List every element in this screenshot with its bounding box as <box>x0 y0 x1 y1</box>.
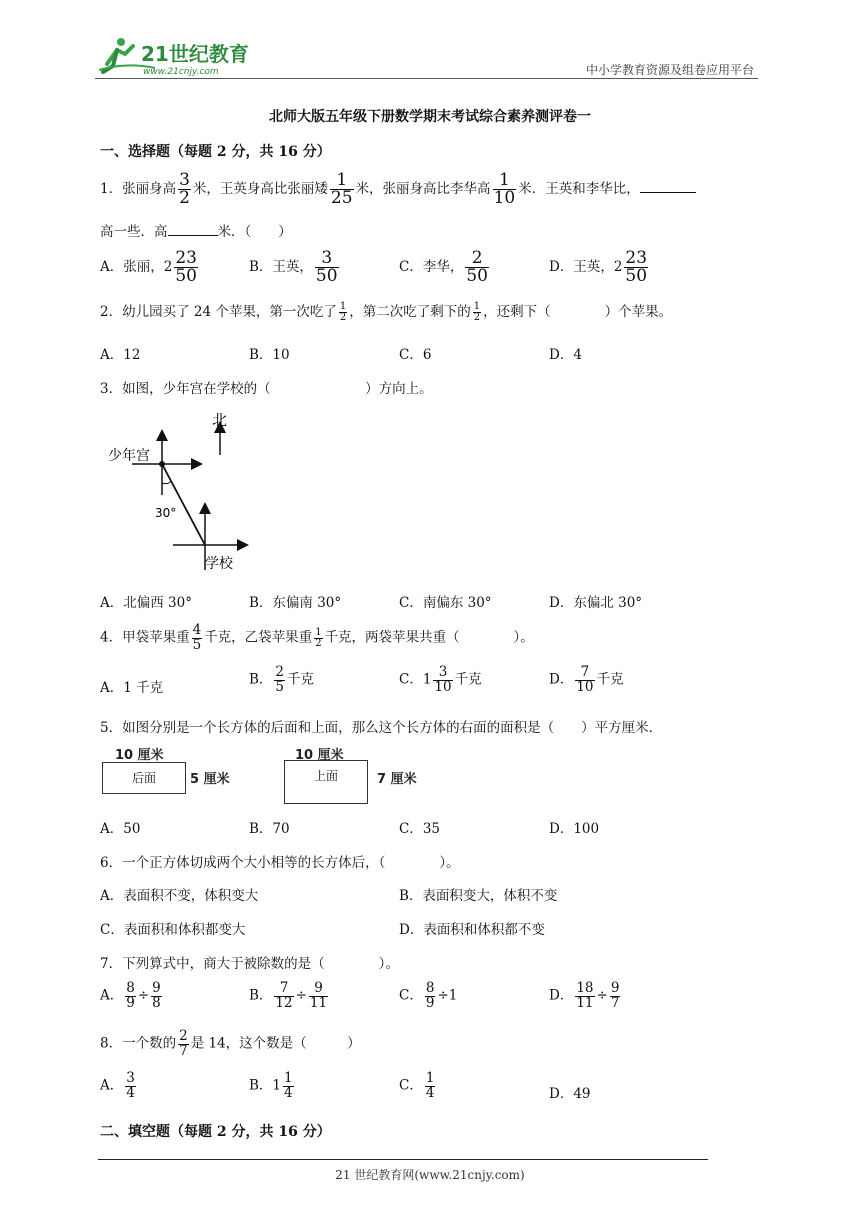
question-8: 8．一个数的 $\frac{2}{7}$ 是 14，这个数是（ ） <box>100 1028 361 1059</box>
question-1: 1．张丽身高 $\frac{3}{2}$ 米，王英身高比张丽矮 $\frac{1}{25}$ 米，张丽身高比李华高 $\frac{1}{10}$ 米．王英和李华比， <box>100 172 696 207</box>
top-face-side-label: 7 厘米 <box>377 772 417 787</box>
fraction: $\frac{1}{25}$ <box>330 170 353 208</box>
question-1-line2: 高一些．高 米．（ ） <box>100 224 292 240</box>
q8-option-c[interactable]: C． $\frac{1}{4}$ <box>399 1070 435 1101</box>
q7-option-b[interactable]: B． $\frac{7}{12}$ ÷ $\frac{9}{11}$ <box>249 980 328 1011</box>
section-fill-heading: 二、填空题（每题 2 分，共 16 分） <box>100 1124 331 1140</box>
answer-blank[interactable] <box>640 180 696 193</box>
top-face: 上面 <box>284 760 368 804</box>
q6-option-c[interactable]: C．表面积和体积都变大 <box>100 922 246 938</box>
direction-figure <box>105 405 255 580</box>
q2-option-d[interactable]: D．4 <box>549 347 582 363</box>
section-choice-heading: 一、选择题（每题 2 分，共 16 分） <box>100 144 331 160</box>
q4-option-a[interactable]: A．1 千克 <box>100 680 164 696</box>
fraction: $\frac{3}{2}$ <box>179 170 190 208</box>
logo-sub-text: www.21cnjy.com <box>143 67 219 77</box>
q7-option-c[interactable]: C． $\frac{8}{9}$ ÷1 <box>399 980 458 1011</box>
q2-option-c[interactable]: C．6 <box>399 347 432 363</box>
q7-option-d[interactable]: D． $\frac{18}{11}$ ÷ $\frac{9}{7}$ <box>549 980 620 1011</box>
q4-option-d[interactable]: D． $\frac{7}{10}$ 千克 <box>549 664 624 695</box>
q4-option-c[interactable]: C．1 $\frac{3}{10}$ 千克 <box>399 664 482 695</box>
question-5: 5．如图分别是一个长方体的后面和上面，那么这个长方体的右面的面积是（ ）平方厘米． <box>100 720 663 736</box>
q4-option-b[interactable]: B． $\frac{2}{5}$ 千克 <box>249 664 315 695</box>
q1-option-a[interactable]: A．张丽，2 $\frac{23}{50}$ <box>100 248 197 286</box>
question-6: 6．一个正方体切成两个大小相等的长方体后，（ ）。 <box>100 855 460 871</box>
question-4: 4．甲袋苹果重 $\frac{4}{5}$ 千克，乙袋苹果重 $\frac{1}{2}$ 千克，两袋苹果共重（ ）。 <box>100 622 534 653</box>
q7-option-a[interactable]: A． $\frac{8}{9}$ ÷ $\frac{9}{8}$ <box>100 980 161 1011</box>
footer-text: 21 世纪教育网(www.21cnjy.com) <box>335 1168 525 1182</box>
school-label: 学校 <box>205 556 233 572</box>
q3-option-a[interactable]: A．北偏西 30° <box>100 595 192 611</box>
footer-divider <box>98 1159 708 1160</box>
q6-option-a[interactable]: A．表面积不变，体积变大 <box>100 888 259 904</box>
q1-option-b[interactable]: B．王英， $\frac{3}{50}$ <box>249 248 338 286</box>
q1-option-c[interactable]: C．李华， $\frac{2}{50}$ <box>399 248 488 286</box>
q8-option-d[interactable]: D．49 <box>549 1086 591 1102</box>
page-title: 北师大版五年级下册数学期末考试综合素养测评卷一 <box>269 109 591 125</box>
q3-option-b[interactable]: B．东偏南 30° <box>249 595 342 611</box>
q1-option-d[interactable]: D．王英，2 $\frac{23}{50}$ <box>549 248 648 286</box>
palace-label: 少年宫 <box>108 448 150 464</box>
fraction: $\frac{1}{10}$ <box>493 170 516 208</box>
question-3: 3．如图，少年宫在学校的（ ）方向上。 <box>100 381 433 397</box>
q6-option-d[interactable]: D．表面积和体积都不变 <box>399 922 545 938</box>
q2-option-b[interactable]: B．10 <box>249 347 290 363</box>
q8-option-b[interactable]: B．1 $\frac{1}{4}$ <box>249 1070 293 1101</box>
answer-blank[interactable] <box>168 223 218 236</box>
q5-option-a[interactable]: A．50 <box>100 821 141 837</box>
q5-option-b[interactable]: B．70 <box>249 821 290 837</box>
q3-option-c[interactable]: C．南偏东 30° <box>399 595 492 611</box>
top-face-top-label: 10 厘米 <box>295 748 344 763</box>
site-logo <box>95 34 255 78</box>
q2-option-a[interactable]: A．12 <box>100 347 141 363</box>
q5-option-c[interactable]: C．35 <box>399 821 441 837</box>
q3-option-d[interactable]: D．东偏北 30° <box>549 595 643 611</box>
angle-label: 30° <box>155 506 177 520</box>
back-face: 后面 <box>102 762 186 794</box>
q6-option-b[interactable]: B．表面积变大，体积不变 <box>399 888 558 904</box>
header-divider <box>95 78 758 79</box>
question-2: 2．幼儿园买了 24 个苹果，第一次吃了 $\frac{1}{2}$ ，第二次吃了剩下的 $\frac{1}{2}$ ，还剩下（ ）个苹果。 <box>100 301 673 323</box>
platform-name: 中小学教育资源及组卷应用平台 <box>585 63 754 77</box>
q5-option-d[interactable]: D．100 <box>549 821 600 837</box>
q8-option-a[interactable]: A． $\frac{3}{4}$ <box>100 1070 135 1101</box>
back-face-top-label: 10 厘米 <box>115 748 164 763</box>
logo-main-text: 21世纪教育 <box>141 42 249 66</box>
north-label: 北 <box>212 411 228 429</box>
back-face-side-label: 5 厘米 <box>190 772 230 787</box>
question-7: 7．下列算式中，商大于被除数的是（ ）。 <box>100 956 399 972</box>
